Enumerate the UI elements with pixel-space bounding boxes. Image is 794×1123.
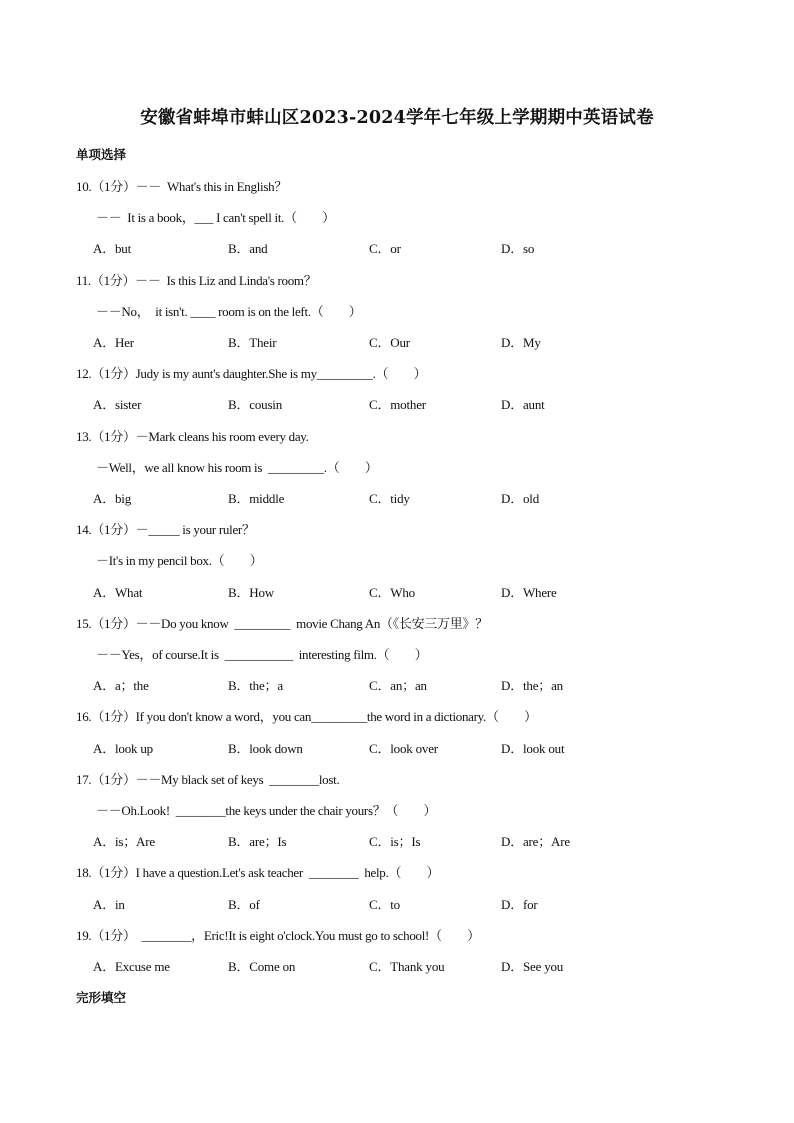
page-title: 安徽省蚌埠市蚌山区2023-2024学年七年级上学期期中英语试卷 — [140, 108, 654, 128]
option-a[interactable]: A．Her — [93, 335, 134, 350]
question-stem: 19.（1分） ________，Eric!It is eight o'clock.You must go to school!（ ） — [76, 928, 480, 943]
option-d[interactable]: D．My — [501, 335, 541, 350]
option-a[interactable]: A．in — [93, 897, 125, 912]
option-c[interactable]: C．tidy — [369, 491, 410, 506]
option-b[interactable]: B．of — [228, 897, 260, 912]
option-d[interactable]: D．See you — [501, 959, 564, 974]
section-heading-single-choice: 单项选择 — [76, 147, 127, 162]
option-b[interactable]: B．the；a — [228, 678, 283, 693]
option-c[interactable]: C．Thank you — [369, 959, 445, 974]
question-stem: 11.（1分）－－ Is this Liz and Linda's room？ — [76, 273, 317, 288]
option-d[interactable]: D．old — [501, 491, 540, 506]
option-a[interactable]: A．but — [93, 241, 132, 256]
option-a[interactable]: A．Excuse me — [93, 959, 170, 974]
option-b[interactable]: B．Come on — [228, 959, 296, 974]
option-a[interactable]: A．What — [93, 585, 143, 600]
option-b[interactable]: B．How — [228, 585, 274, 600]
option-b[interactable]: B．and — [228, 241, 268, 256]
option-d[interactable]: D．aunt — [501, 397, 545, 412]
question-subline: －－Oh.Look! ________the keys under the chair yours？（ ） — [96, 803, 437, 818]
option-c[interactable]: C．is；Is — [369, 834, 421, 849]
option-a[interactable]: A．is；Are — [93, 834, 155, 849]
option-a[interactable]: A．sister — [93, 397, 142, 412]
option-d[interactable]: D．look out — [501, 741, 565, 756]
option-c[interactable]: C．Who — [369, 585, 415, 600]
question-stem: 17.（1分）－－My black set of keys ________lost. — [76, 772, 340, 787]
option-d[interactable]: D．for — [501, 897, 538, 912]
option-b[interactable]: B．middle — [228, 491, 285, 506]
option-c[interactable]: C．Our — [369, 335, 410, 350]
question-subline: －Well，we all know his room is _________.（ ） — [96, 460, 378, 475]
question-subline: －－Yes，of course.It is ___________ interesting film.（ ） — [96, 647, 428, 662]
option-a[interactable]: A．look up — [93, 741, 153, 756]
question-stem: 14.（1分）－_____ is your ruler？ — [76, 522, 255, 537]
option-b[interactable]: B．are；Is — [228, 834, 287, 849]
option-b[interactable]: B．cousin — [228, 397, 283, 412]
option-a[interactable]: A．a；the — [93, 678, 149, 693]
question-stem: 13.（1分）－Mark cleans his room every day. — [76, 429, 309, 444]
question-subline: －－ It is a book，___ I can't spell it.（ ） — [96, 210, 335, 225]
option-c[interactable]: C．to — [369, 897, 400, 912]
option-b[interactable]: B．Their — [228, 335, 277, 350]
option-b[interactable]: B．look down — [228, 741, 303, 756]
question-subline: －It's in my pencil box.（ ） — [96, 553, 263, 568]
option-c[interactable]: C．mother — [369, 397, 426, 412]
question-stem: 18.（1分）I have a question.Let's ask teacher ________ help.（ ） — [76, 865, 440, 880]
option-d[interactable]: D．are；Are — [501, 834, 570, 849]
section-heading-cloze: 完形填空 — [76, 990, 127, 1005]
option-c[interactable]: C．or — [369, 241, 401, 256]
question-stem: 16.（1分）If you don't know a word，you can_________the word in a dictionary.（ ） — [76, 709, 537, 724]
option-c[interactable]: C．an；an — [369, 678, 427, 693]
option-d[interactable]: D．Where — [501, 585, 557, 600]
option-c[interactable]: C．look over — [369, 741, 438, 756]
question-subline: －－No， it isn't. ____ room is on the left.（ ） — [96, 304, 362, 319]
question-stem: 15.（1分）－－Do you know _________ movie Chang An（《长安三万里》？ — [76, 616, 488, 631]
option-d[interactable]: D．the；an — [501, 678, 563, 693]
question-stem: 12.（1分）Judy is my aunt's daughter.She is my_________.（ ） — [76, 366, 427, 381]
question-stem: 10.（1分）－－ What's this in English？ — [76, 179, 287, 194]
option-a[interactable]: A．big — [93, 491, 132, 506]
option-d[interactable]: D．so — [501, 241, 535, 256]
